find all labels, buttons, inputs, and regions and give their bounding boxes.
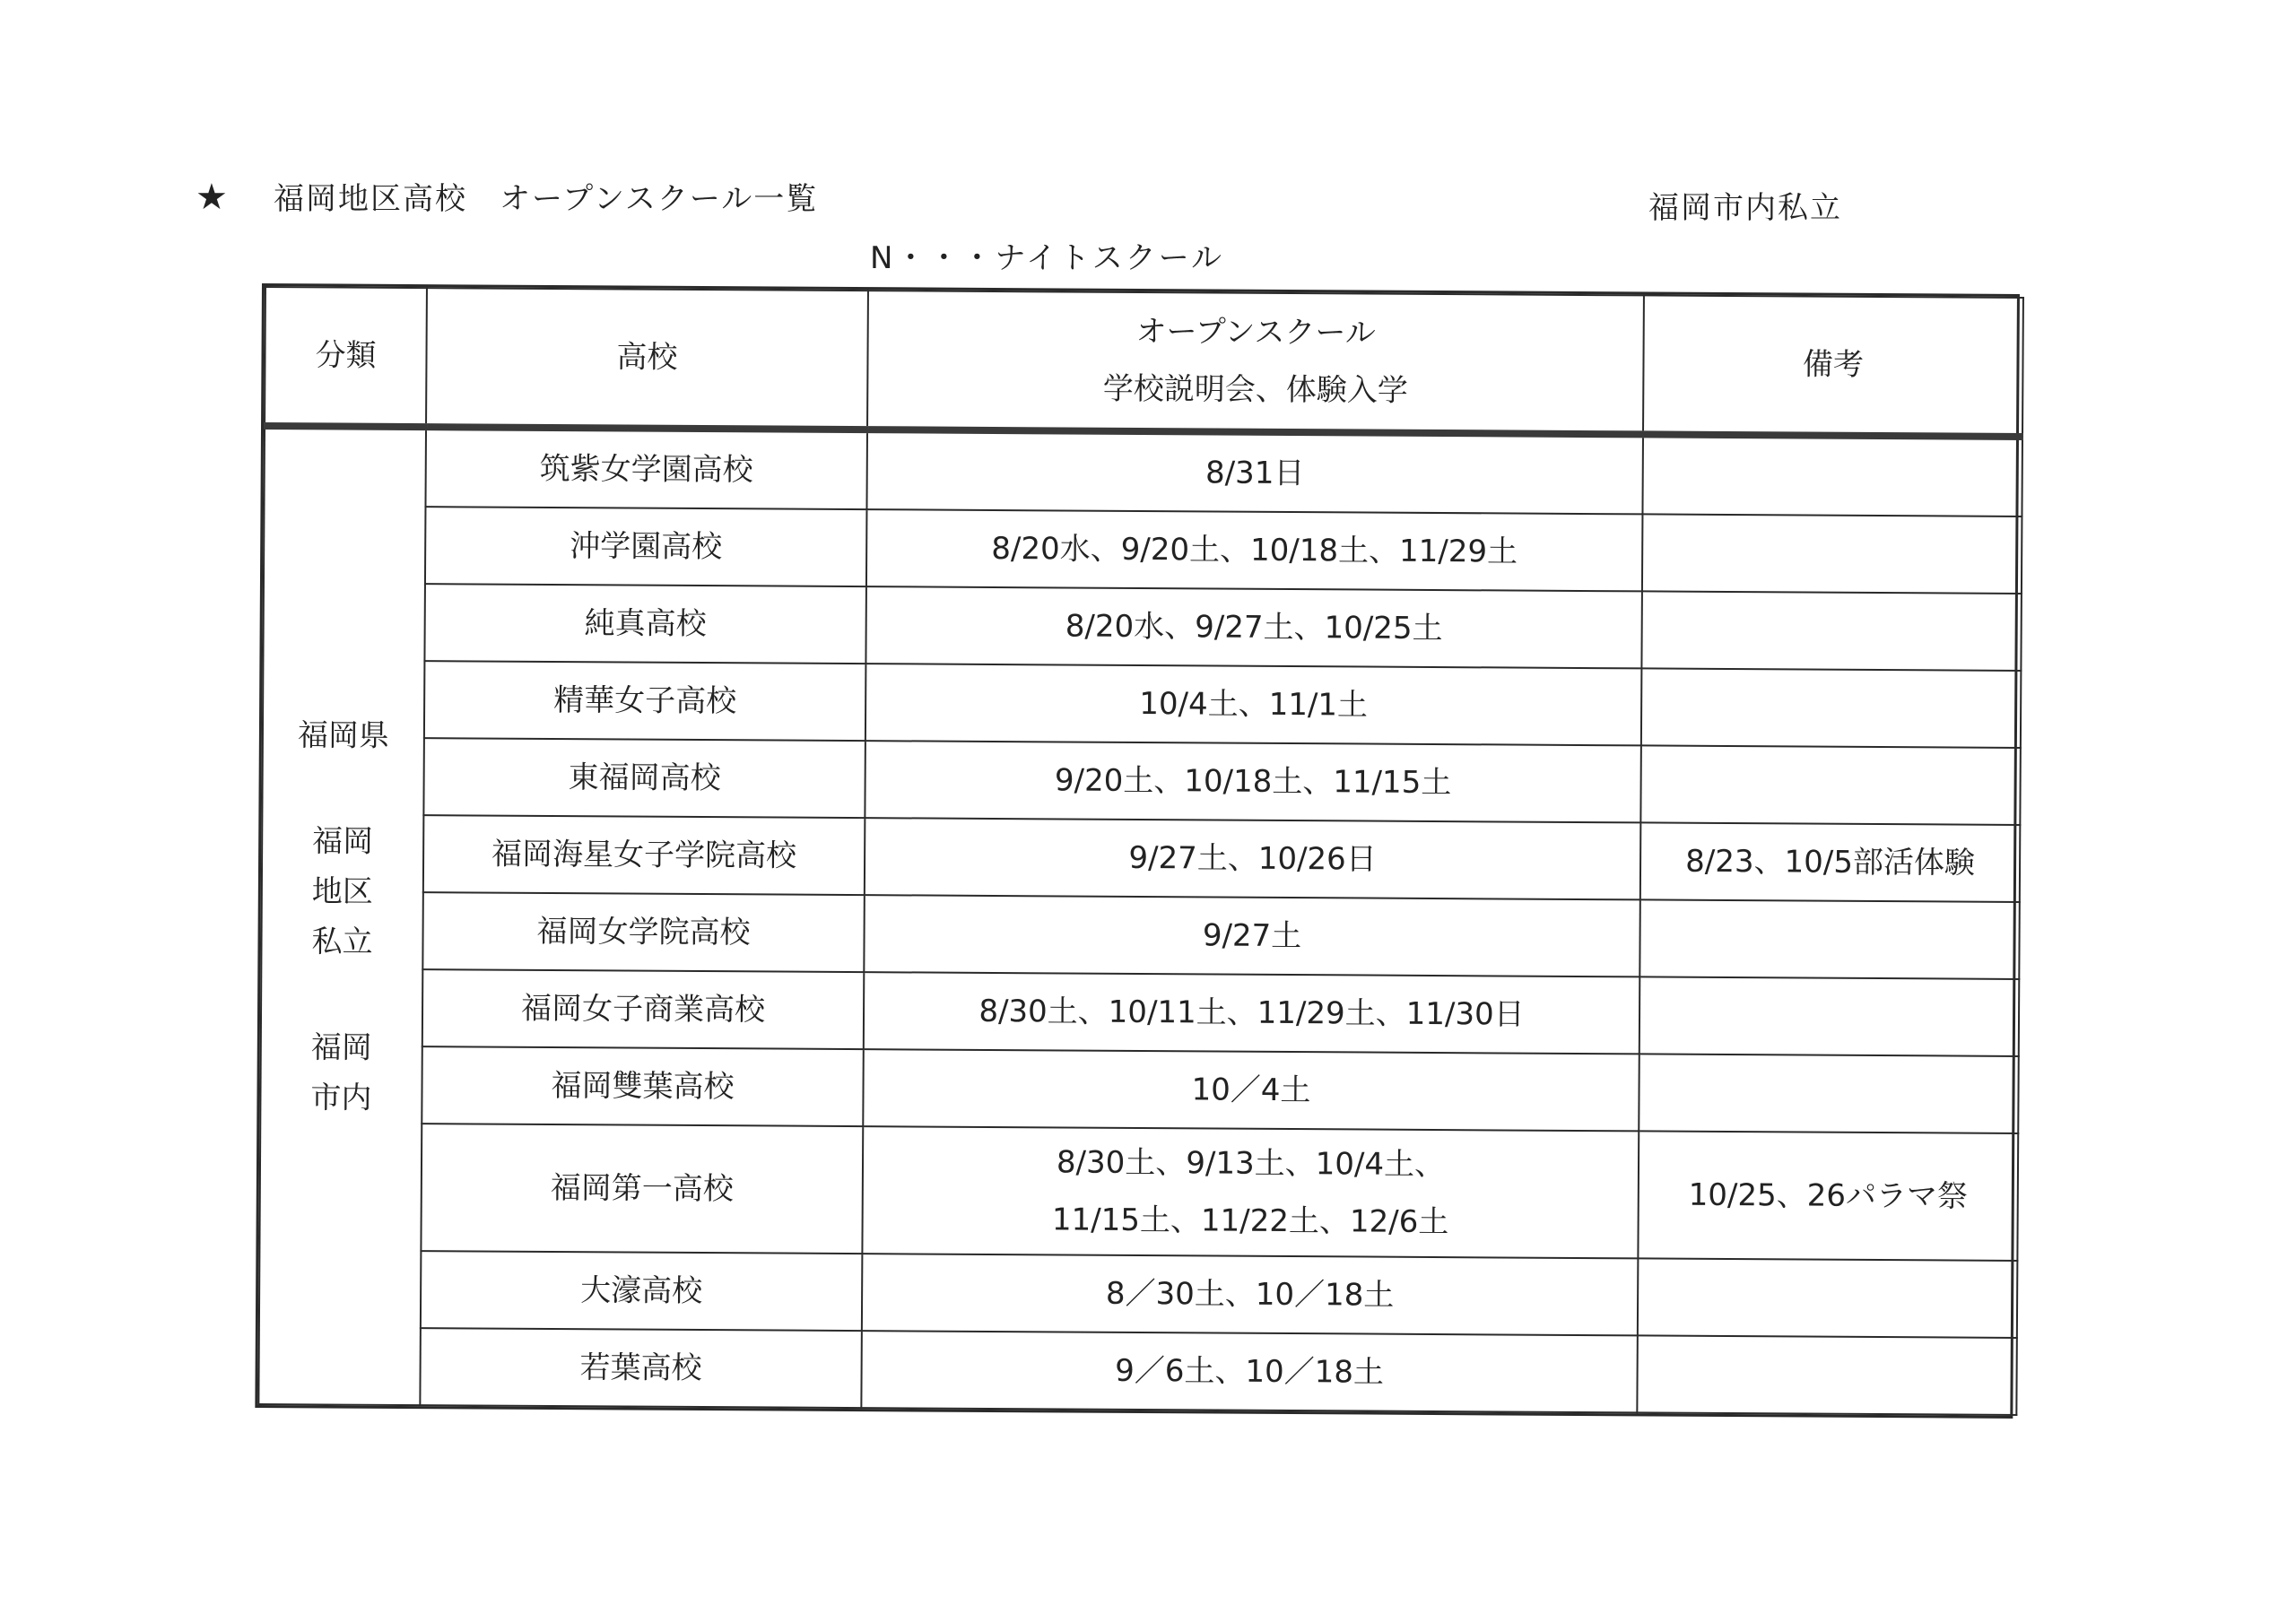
remarks-cell [1639, 1054, 2019, 1133]
open-school-dates-cell [864, 972, 1640, 1054]
remarks-cell [1642, 514, 2022, 594]
table-row [259, 1123, 2018, 1261]
open-school-dates-cell [861, 1331, 1638, 1412]
table-row [259, 1250, 2017, 1338]
open-school-dates-cell [864, 895, 1640, 976]
open-school-dates-cell [863, 1049, 1639, 1131]
remarks-cell [1639, 976, 2020, 1056]
table-row [258, 1327, 2016, 1415]
school-name-cell: 筑紫女学園高校 [425, 427, 867, 509]
open-school-dates-cell [865, 586, 1642, 668]
header-open-school [867, 291, 1644, 434]
open-school-table-frame [255, 283, 2020, 1419]
category-gap [270, 760, 415, 817]
open-school-dates-line: 10/4土、11/1土 [1139, 685, 1369, 724]
category-line: 私立 [311, 924, 373, 960]
table-row [263, 660, 2021, 748]
category-cell [258, 426, 426, 1405]
document-title: 福岡地区高校 オープンスクール一覧 [274, 181, 819, 217]
open-school-dates-line: 11/15土、11/22土、12/6土 [1051, 1202, 1449, 1241]
remarks-cell [1639, 899, 2020, 979]
header-open-school-line1: オープンスクール [1135, 313, 1376, 352]
header-remarks: 備考 [1643, 295, 2023, 437]
table-row [262, 737, 2020, 825]
remarks-cell [1637, 1335, 2017, 1415]
open-school-dates-cell [862, 1126, 1639, 1258]
open-school-dates-line: 10／4土 [1191, 1072, 1311, 1109]
open-school-dates-line: 8/30土、9/13土、10/4土、 [1056, 1144, 1446, 1184]
school-name-cell: 若葉高校 [420, 1328, 862, 1408]
table-row [261, 968, 2019, 1056]
category-gap [269, 967, 414, 1023]
school-name-cell: 福岡女子商業高校 [422, 969, 865, 1049]
open-school-dates-cell [865, 664, 1642, 745]
open-school-dates-line: 8／30土、10／18土 [1105, 1275, 1395, 1314]
open-school-dates-cell [865, 741, 1641, 822]
remarks-cell: 8/23、10/5部活体験 [1640, 822, 2021, 902]
table-row [264, 506, 2022, 594]
region-label: 福岡市内私立 [1648, 190, 1842, 226]
school-name-cell: 福岡女学院高校 [422, 892, 865, 972]
header-open-school-line2: 学校説明会、体験入学 [1102, 370, 1408, 409]
category-line: 市内 [310, 1080, 372, 1116]
category-line: 福岡 [312, 823, 374, 860]
category-line: 福岡 [310, 1029, 372, 1066]
table-row [264, 426, 2022, 516]
remarks-cell [1640, 745, 2021, 825]
remarks-cell: 10/25、26パラマ祭 [1638, 1131, 2018, 1261]
open-school-dates-line: 9/27土 [1202, 917, 1302, 955]
open-school-dates-cell [866, 509, 1643, 591]
open-school-dates-cell [862, 1254, 1639, 1335]
header-school: 高校 [426, 288, 868, 430]
remarks-cell [1642, 434, 2022, 516]
open-school-dates-line: 8/20水、9/20土、10/18土、11/29土 [991, 530, 1518, 570]
school-name-cell: 純真高校 [424, 584, 866, 664]
school-name-cell: 福岡海星女子学院高校 [423, 815, 865, 895]
school-name-cell: 沖学園高校 [425, 507, 867, 586]
open-school-dates-line: 8/31日 [1205, 455, 1305, 492]
remarks-cell [1641, 668, 2022, 748]
header-category: 分類 [265, 287, 427, 427]
star-icon: ★ [196, 177, 228, 218]
remarks-cell [1641, 591, 2022, 671]
open-school-dates-line: 9/27土、10/26日 [1128, 839, 1377, 878]
table-row [262, 814, 2020, 902]
open-school-dates-line: 8/20水、9/27土、10/25土 [1065, 608, 1443, 647]
table-body [258, 426, 2022, 1415]
category-line: 地区 [311, 873, 373, 910]
open-school-dates-line: 9／6土、10／18土 [1115, 1352, 1385, 1391]
remarks-cell [1638, 1258, 2018, 1338]
school-name-cell: 福岡第一高校 [421, 1124, 863, 1254]
school-name-cell: 東福岡高校 [423, 738, 865, 818]
open-school-dates-line: 8/30土、10/11土、11/29土、11/30日 [978, 993, 1525, 1033]
school-name-cell: 福岡雙葉高校 [422, 1046, 864, 1126]
table-header-row [265, 287, 2023, 437]
school-name-cell: 精華女子高校 [424, 661, 866, 741]
table-row [261, 891, 2019, 979]
table-row [260, 1046, 2018, 1133]
open-school-dates-line: 9/20土、10/18土、11/15土 [1054, 762, 1452, 802]
night-school-legend: N・・・ナイトスクール [870, 240, 1225, 276]
open-school-dates-cell [865, 818, 1641, 899]
table-row [263, 583, 2021, 671]
category-line: 福岡県 [297, 717, 390, 754]
school-name-cell: 大濠高校 [421, 1251, 863, 1331]
open-school-dates-cell [866, 430, 1643, 514]
open-school-table [257, 286, 2024, 1416]
